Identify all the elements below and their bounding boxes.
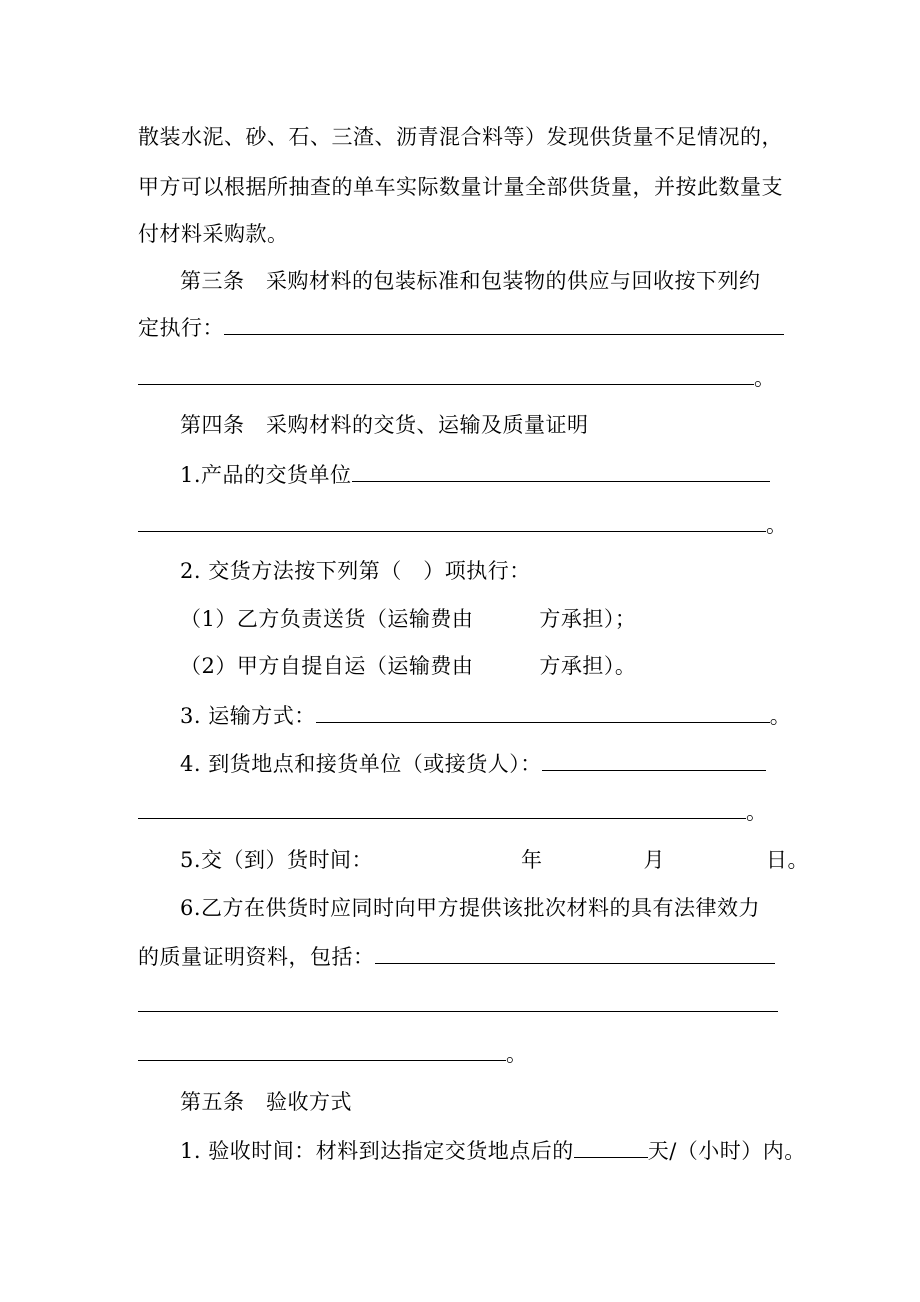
end-mark: 。 [754, 366, 776, 390]
end-mark: 。 [766, 513, 788, 537]
fill-blank [352, 461, 770, 482]
end-mark: 。 [769, 704, 792, 728]
article-4-item-1-cont [138, 510, 788, 540]
fill-blank [138, 364, 754, 385]
item-3-label: 3. 运输方式： [180, 704, 316, 728]
article-5-heading: 第五条 验收方式 [180, 1090, 352, 1114]
article-4-item-2-option-2 [180, 651, 636, 681]
fill-blank [138, 511, 766, 532]
day-label: 日。 [766, 848, 810, 872]
fill-blank [542, 750, 766, 771]
article-4-item-3 [180, 701, 791, 731]
para-intro-line-2: 甲方可以根据所抽查的单车实际数量计量全部供货量，并按此数量支 [138, 175, 783, 199]
item-1-text: 1. 验收时间：材料到达指定交货地点后的 [180, 1139, 574, 1163]
article-4-item-2: 2. 交货方法按下列第（ ）项执行： [180, 559, 531, 583]
article-4-item-1 [180, 460, 770, 490]
para-intro-line-1: 散装水泥、砂、石、三渣、沥青混合料等）发现供货量不足情况的， [138, 125, 783, 149]
item-1-suffix: 天/（小时）内。 [647, 1139, 806, 1163]
article-4-item-6-line-3 [138, 990, 778, 1020]
fill-blank [138, 1040, 506, 1061]
article-4-item-6: 6.乙方在供货时应同时向甲方提供该批次材料的具有法律效力 [180, 896, 761, 920]
article-4-item-4-cont [138, 797, 768, 827]
item-1-label: 1.产品的交货单位 [180, 463, 352, 487]
fill-blank [375, 943, 775, 964]
para-intro-line-3: 付材料采购款。 [138, 222, 289, 246]
option-2-suffix: 方承担）。 [539, 654, 637, 678]
article-3-label: 定执行： [138, 316, 224, 340]
article-5-item-1 [180, 1136, 806, 1166]
article-4-item-6-line-2 [138, 942, 775, 972]
option-2-text: （2）甲方自提自运（运输费由 [180, 654, 474, 678]
fill-blank [574, 1137, 648, 1158]
item-6-label: 的质量证明资料，包括： [138, 945, 375, 969]
article-4-item-6-line-4 [138, 1039, 528, 1069]
article-4-item-4 [180, 749, 766, 779]
fill-blank [316, 702, 770, 723]
month-label: 月 [643, 848, 666, 872]
item-5-label: 5.交（到）货时间： [180, 848, 374, 872]
item-4-label: 4. 到货地点和接货单位（或接货人）： [180, 752, 542, 776]
article-4-heading: 第四条 采购材料的交货、运输及质量证明 [180, 413, 589, 437]
option-1-text: （1）乙方负责送货（运输费由 [180, 607, 474, 631]
article-3-heading: 第三条 采购材料的包装标准和包装物的供应与回收按下列约 [180, 269, 761, 293]
article-3-line-3 [138, 363, 776, 393]
fill-blank [138, 798, 746, 819]
fill-blank [138, 991, 778, 1012]
end-mark: 。 [746, 800, 768, 824]
article-4-item-2-option-1 [180, 604, 636, 634]
article-3-line-2 [138, 313, 784, 343]
article-4-item-5 [180, 845, 809, 875]
fill-blank [224, 314, 784, 335]
year-label: 年 [521, 848, 543, 872]
end-mark: 。 [506, 1042, 528, 1066]
option-1-suffix: 方承担）； [539, 607, 637, 631]
